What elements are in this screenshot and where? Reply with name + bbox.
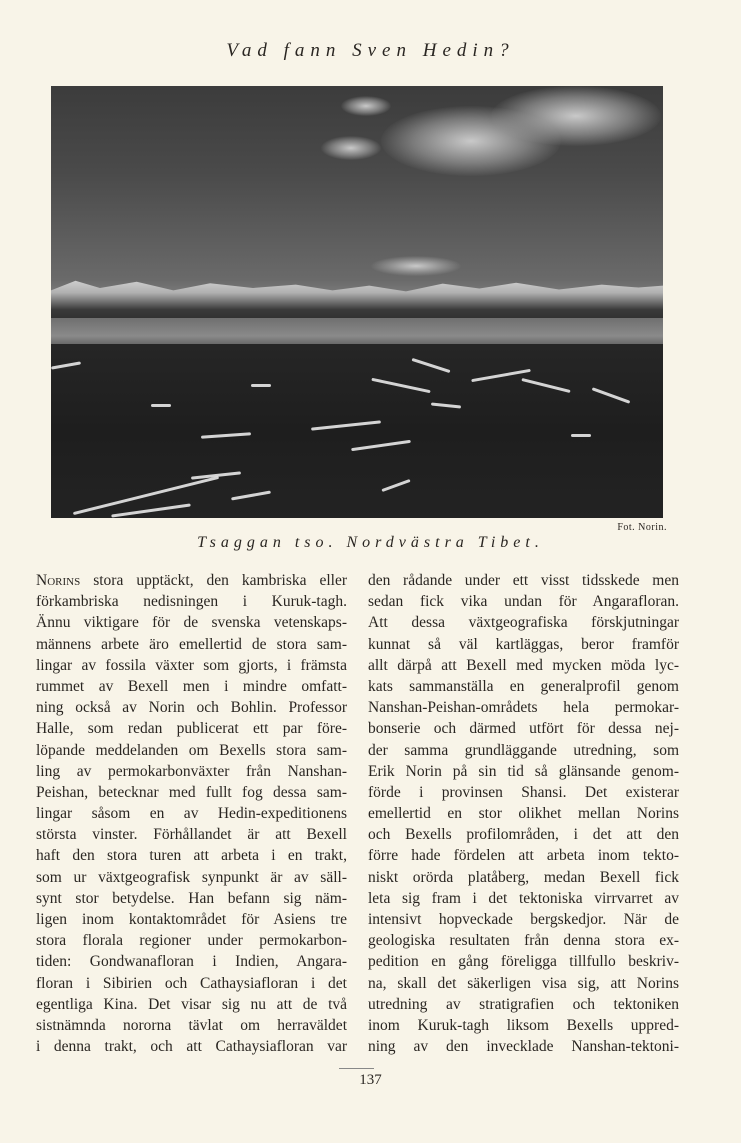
text-line — [36, 973, 347, 994]
line-text: egentliga Kina. Det visar sig nu att de två — [36, 995, 347, 1013]
text-line — [368, 867, 679, 888]
line-text: allt därpå att Bexell med mycken möda lyc- — [368, 656, 679, 674]
text-line — [36, 782, 347, 803]
text-line — [36, 930, 347, 951]
text-line — [36, 867, 347, 888]
line-text: kunnat så väl kartläggas, beror framför — [368, 635, 679, 653]
snow-patch — [201, 432, 251, 438]
text-line — [368, 994, 679, 1015]
text-line — [368, 655, 679, 676]
line-text: Ännu viktigare för de svenska vetenskaps- — [36, 614, 347, 632]
text-line — [368, 973, 679, 994]
text-line — [368, 740, 679, 761]
line-text: intensivt hopveckade bergskedjor. När de — [368, 911, 679, 928]
snow-patch — [251, 384, 271, 387]
line-text: stora upptäckt, den kambriska eller — [93, 572, 348, 589]
line-text: lingar av fossila växter som gjorts, i främsta — [36, 656, 347, 674]
landscape-photo — [51, 86, 663, 518]
text-line — [368, 951, 679, 972]
snow-patch — [592, 387, 631, 403]
text-line — [36, 570, 347, 591]
snow-patch — [571, 434, 591, 437]
line-text: na, skall det säkerligen visa sig, att Norins — [368, 974, 679, 992]
snow-patch — [231, 491, 271, 501]
line-text: haft den stora turen att arbeta i en trakt, — [36, 847, 347, 865]
line-text: leta sig fram i det tektoniska virrvarret av — [368, 889, 679, 907]
text-line — [368, 1015, 679, 1036]
line-text: löpande meddelanden om Bexells stora sam- — [36, 741, 347, 759]
line-text: bonserie och därmed utfört för dessa nej- — [368, 720, 679, 738]
text-line — [368, 782, 679, 803]
photo-caption: Tsaggan tso. Nordvästra Tibet. — [197, 534, 544, 551]
text-line — [368, 570, 679, 591]
folio-rule — [339, 1068, 374, 1069]
photo-credit: Fot. Norin. — [617, 522, 667, 533]
text-line — [368, 1036, 679, 1057]
line-text: kats sammanställa en generalprofil genom — [368, 677, 679, 695]
line-text: inom Kuruk-tagh liksom Bexells uppred- — [368, 1016, 679, 1034]
line-text: lingar såsom en av Hedin-expeditionens — [36, 805, 347, 823]
line-text: utredning av stratigrafien och tektoniken — [368, 995, 679, 1013]
line-text: den rådande under ett visst tidsskede men — [368, 572, 679, 589]
text-line — [36, 909, 347, 930]
page-number: 137 — [359, 1072, 382, 1088]
line-text: förkambriska nedisningen i Kuruk-tagh. — [36, 593, 347, 611]
line-text: der samma grundläggande utredning, som — [368, 741, 679, 759]
line-text: Peishan, betecknar med fullt fog dessa sam- — [36, 783, 347, 801]
line-text: förre hade fördelen att arbeta inom tekto- — [368, 847, 679, 865]
snow-patch — [521, 378, 570, 393]
text-line — [36, 845, 347, 866]
text-line — [36, 824, 347, 845]
text-line — [368, 591, 679, 612]
text-line — [368, 697, 679, 718]
line-text: rummet av Bexell men i mindre omfatt- — [36, 677, 347, 695]
text-line — [368, 803, 679, 824]
running-title: Vad fann Sven Hedin? — [226, 40, 515, 61]
line-text: Nanshan-Peishan-områdets hela permokar- — [368, 699, 679, 717]
text-line — [36, 951, 347, 972]
line-text: synt stor betydelse. Han befann sig näm- — [36, 889, 347, 907]
lead-word: Norins — [36, 572, 81, 589]
line-text: ning också av Norin och Bohlin. Professor — [36, 699, 347, 717]
line-text: niskt orörda platåberg, medan Bexell fick — [368, 868, 679, 886]
text-line — [36, 888, 347, 909]
text-line — [36, 634, 347, 655]
snow-patch — [412, 358, 451, 373]
line-text: sistnämnda nororna tävlat om herraväldet — [36, 1016, 347, 1034]
text-line — [36, 1015, 347, 1036]
text-line — [368, 888, 679, 909]
line-text: ligen inom kontaktområdet för Asiens tre — [36, 911, 347, 928]
line-text: ling av permokarbonväxter från Nanshan- — [36, 762, 347, 780]
line-text: emellertid en stor olikhet mellan Norins — [368, 805, 679, 823]
text-line — [36, 994, 347, 1015]
line-text: pedition en gång föreligga tillfullo beskriv- — [368, 953, 679, 971]
text-line — [368, 676, 679, 697]
text-line — [368, 634, 679, 655]
text-line — [36, 718, 347, 739]
snow-patch — [381, 479, 410, 492]
snow-patch — [371, 378, 430, 393]
line-text: tiden: Gondwanafloran i Indien, Angara- — [36, 953, 347, 971]
snow-patch — [311, 420, 381, 430]
text-line — [36, 740, 347, 761]
line-text: stora florala regioner under permokarbon- — [36, 932, 347, 950]
line-text: Att dessa växtgeografiska förskjutningar — [368, 614, 679, 632]
text-line — [368, 930, 679, 951]
right-column — [368, 570, 679, 1057]
snow-patch — [51, 361, 81, 369]
snow-patch — [151, 404, 171, 407]
line-text: männens arbete äro emellertid de stora sam- — [36, 635, 347, 653]
line-text: förde i provinsen Shansi. Det existerar — [368, 783, 679, 801]
snow-patch — [111, 503, 191, 517]
text-line — [368, 845, 679, 866]
text-line — [36, 676, 347, 697]
text-line — [368, 612, 679, 633]
line-text: geologiska resultaten från denna stora ex- — [368, 932, 679, 950]
text-line — [36, 655, 347, 676]
text-line — [36, 761, 347, 782]
text-line — [368, 824, 679, 845]
snow-patch — [431, 402, 461, 408]
line-text: i denna trakt, och att Cathaysiafloran var — [36, 1038, 347, 1056]
line-text: ning av den invecklade Nanshan-tektoni- — [368, 1038, 679, 1056]
line-text: och Bexells profilområden, i det att den — [368, 826, 679, 844]
text-line — [36, 697, 347, 718]
line-text: Erik Norin på sin tid så glänsande genom- — [368, 762, 679, 780]
line-text: floran i Sibirien och Cathaysiafloran i det — [36, 974, 347, 992]
line-text: Halle, som redan publicerat ett par före- — [36, 720, 347, 738]
line-text: som ur växtgeografisk synpunkt är av säll- — [36, 868, 347, 886]
line-text: största vinster. Förhållandet är att Bexell — [36, 826, 347, 844]
left-column — [36, 570, 347, 1057]
text-line — [36, 612, 347, 633]
text-line — [368, 761, 679, 782]
text-line — [36, 1036, 347, 1057]
text-line — [368, 718, 679, 739]
text-line — [36, 803, 347, 824]
text-line — [36, 591, 347, 612]
snow-patch — [351, 440, 411, 451]
line-text: sedan fick vika undan för Angarafloran. — [368, 593, 679, 611]
text-line — [368, 909, 679, 930]
